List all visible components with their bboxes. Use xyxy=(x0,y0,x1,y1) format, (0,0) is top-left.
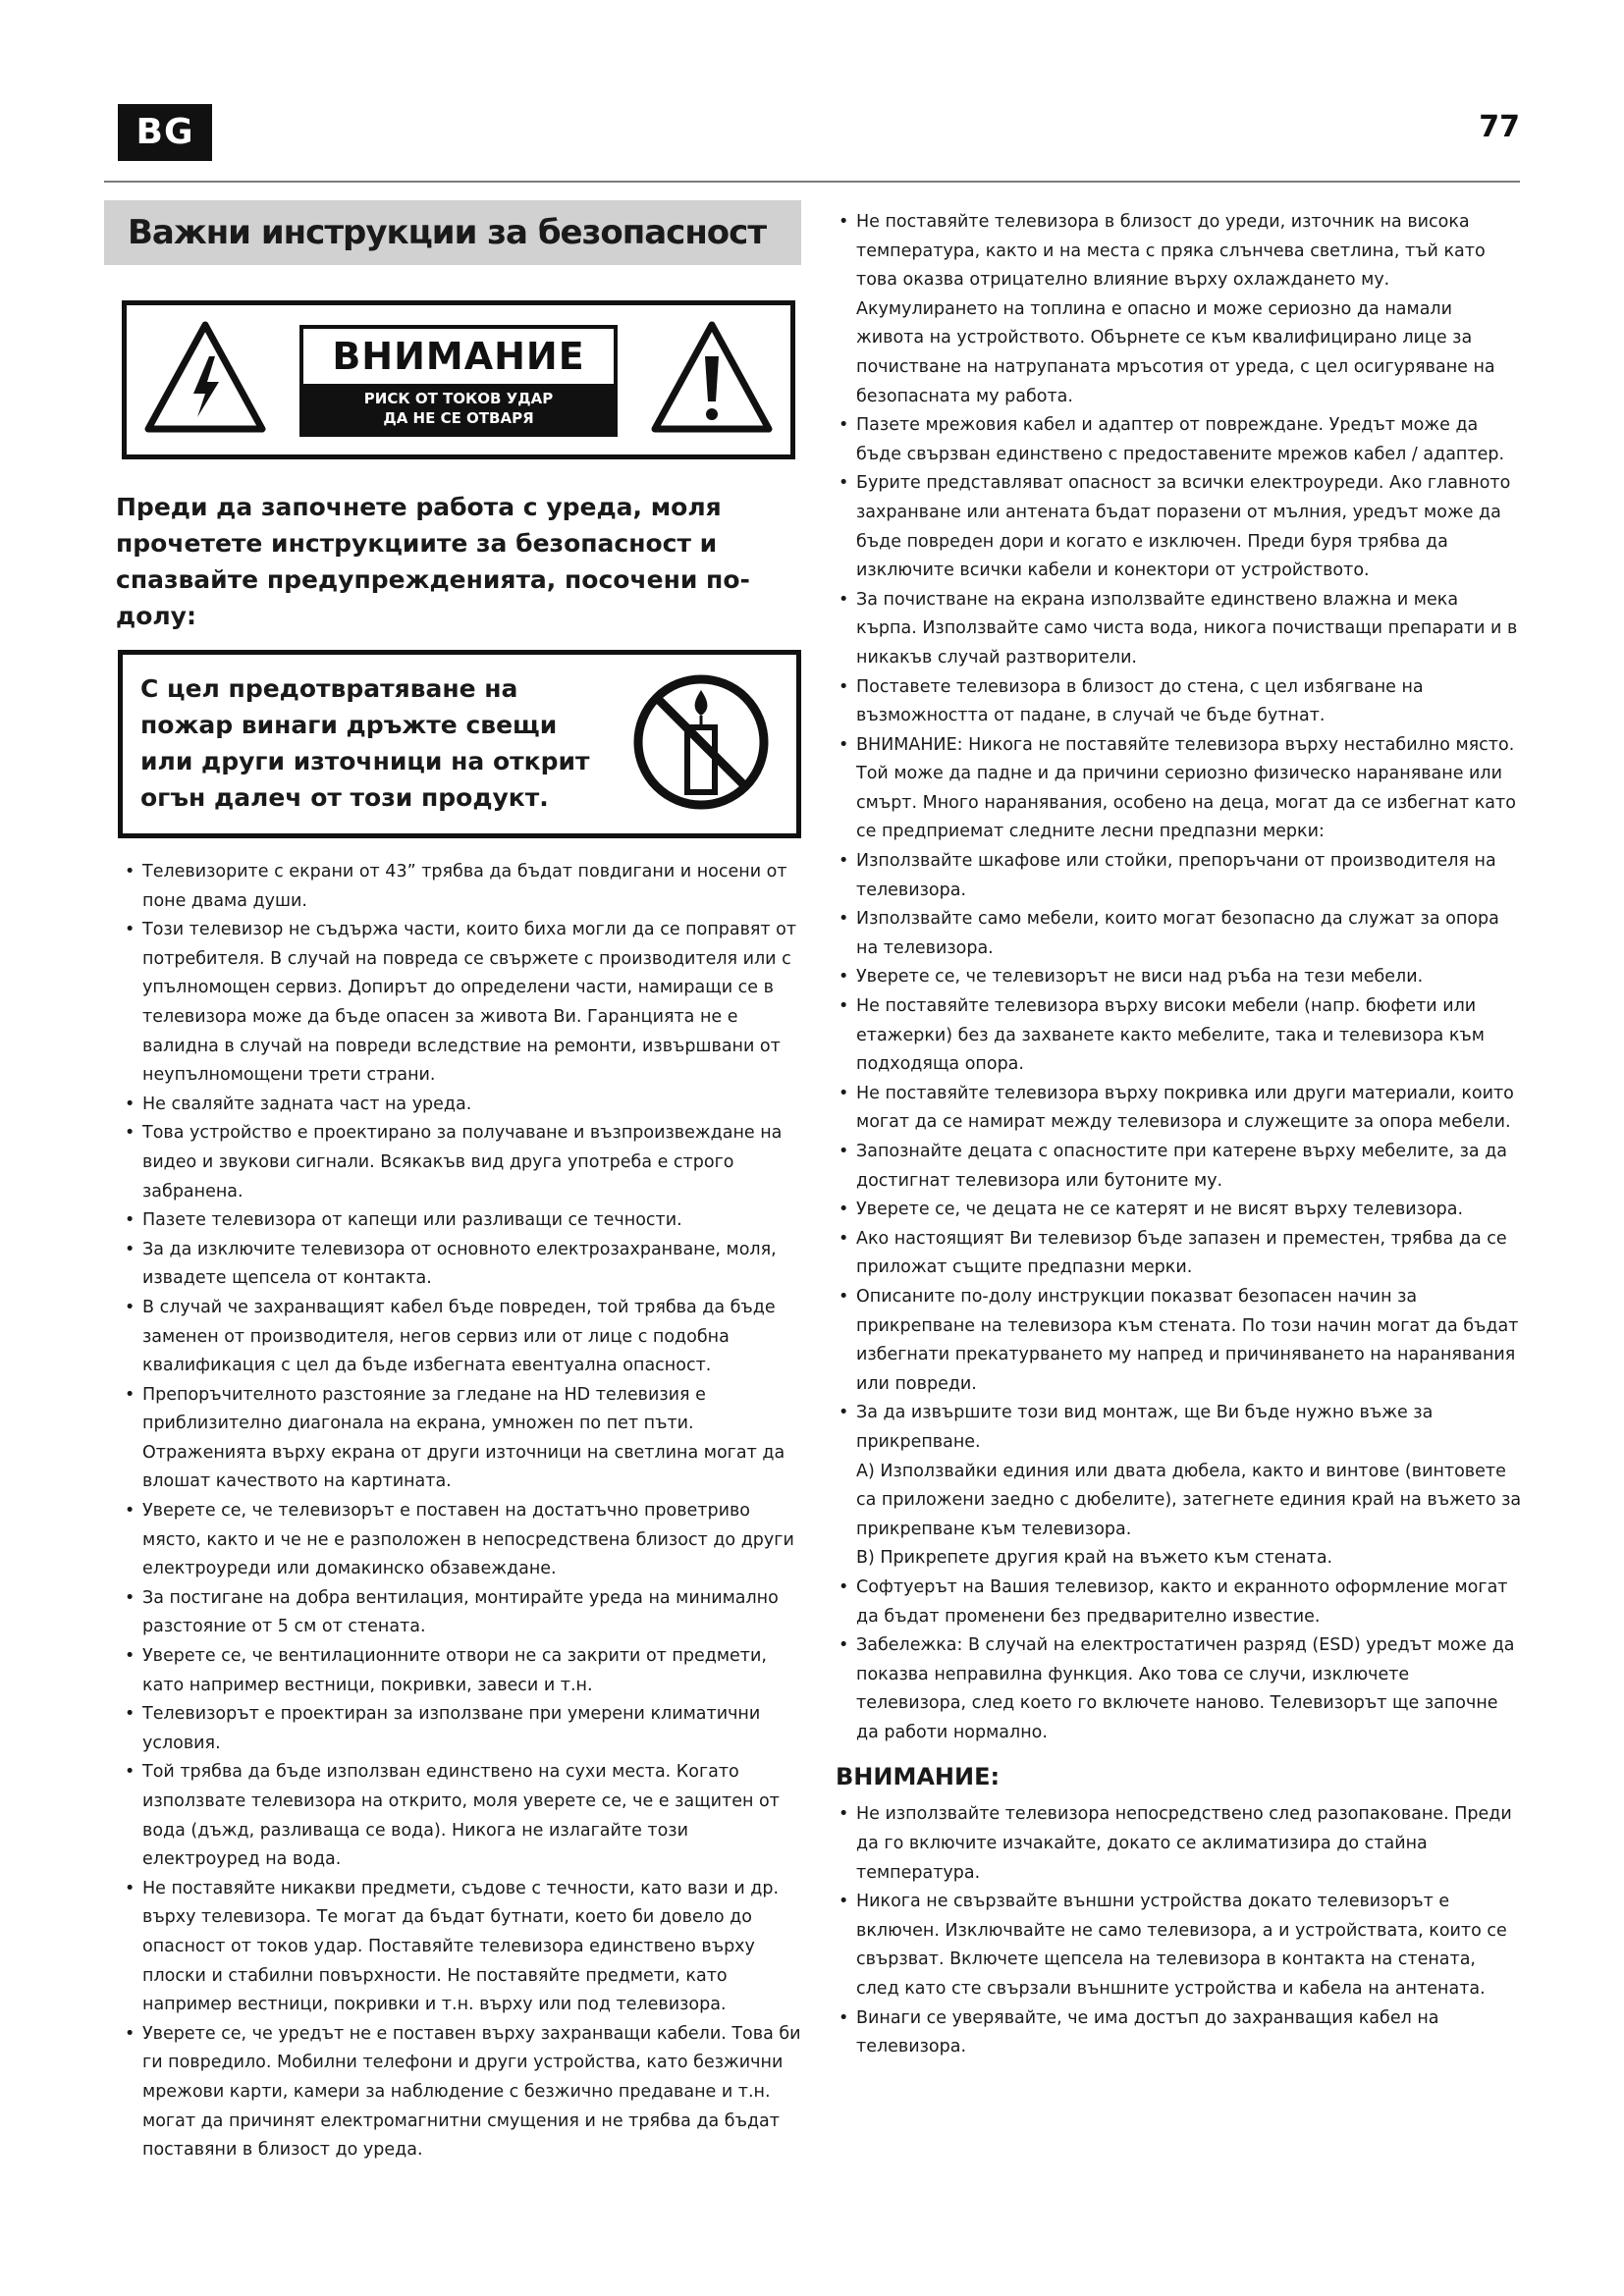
list-item: • В случай че захранващият кабел бъде повреден, той трябва да бъде заменен от производителя, негов сервиз или от лице с подобна квалификация с цел да бъде избегната евентуална опасност. xyxy=(116,1294,801,1381)
list-item: • Не сваляйте задната част на уреда. xyxy=(116,1091,801,1120)
warning-subtext-line2: ДА НЕ СЕ ОТВАРЯ xyxy=(383,409,534,427)
list-item: • За почистване на екрана използвайте единствено влажна и мека кърпа. Използвайте само чиста вода, никога почистващи препарати и в никакъв случай разтворители. xyxy=(830,586,1522,673)
no-open-flame-icon xyxy=(629,670,773,814)
page-title: Важни инструкции за безопасност xyxy=(128,213,767,252)
list-item: • Препоръчителното разстояние за гледане на HD телевизия е приблизително диагонала на екрана, умножен по пет пъти. Отраженията върху екрана от други източници на светлина могат да влошат качеството на картината. xyxy=(116,1381,801,1497)
warning-word: ВНИМАНИЕ xyxy=(332,335,585,378)
list-item: • ВНИМАНИЕ: Никога не поставяйте телевизора върху нестабилно място. Той може да падне и да причини сериозно физическо нараняване или смърт. Много наранявания, особено на деца, могат да се избегнат като се предприемат следните лесни предпазни мерки: xyxy=(830,731,1522,847)
list-item: • Не поставяйте никакви предмети, съдове с течности, като вази и др. върху телевизора. Те могат да бъдат бутнати, което би довело до опасност от токов удар. Поставяйте телевизора единствено върху плоски и стабилни повърхности. Не поставяйте предмети, като например вестници, покривки и т.н. върху или под телевизора. xyxy=(116,1875,801,2020)
fire-warning-text: С цел предотвратяване на пожар винаги дръжте свещи или други източници на открит огън далеч от този продукт. xyxy=(140,674,590,812)
list-item: • За постигане на добра вентилация, монтирайте уреда на минимално разстояние от 5 см от стената. xyxy=(116,1584,801,1642)
list-item: • Този телевизор не съдържа части, които биха могли да се поправят от потребителя. В случай на повреда се свържете с производителя или с упълномощен сервиз. Допирът до определени части, намиращи се в телевизора може да бъде опасен за живота Ви. Гаранцията не е валидна в случай на повреди вследствие на ремонти, извършвани от неупълномощени трети страни. xyxy=(116,916,801,1091)
warning-subtext xyxy=(303,384,614,433)
list-item: • За да извършите този вид монтаж, ще Ви бъде нужно въже за прикрепване. А) Използвайки единия или двата дюбела, както и винтове (винтовете са приложени заедно с дюбелите), затегнете единия край на въжето за прикрепване към телевизора. В) Прикрепете другия край на въжето към стената. xyxy=(830,1399,1522,1574)
list-item: • Не поставяйте телевизора върху покривка или други материали, които могат да се намират между телевизора и служещите за опора мебели. xyxy=(830,1080,1522,1138)
language-badge: BG xyxy=(118,104,212,161)
list-item: • Уверете се, че уредът не е поставен върху захранващи кабели. Това би ги повредило. Мобилни телефони и други устройства, като безжични мрежови карти, камери за наблюдение с безжично предаване и т.н. могат да причинят електромагнитни смущения и не трябва да бъдат поставяни в близост до уреда. xyxy=(116,2020,801,2165)
list-item: • Не използвайте телевизора непосредствено след разопаковане. Преди да го включите изчакайте, докато се аклиматизира до стайна температура. xyxy=(830,1800,1522,1888)
list-item: • За да изключите телевизора от основното електрозахранване, моля, извадете щепсела от контакта. xyxy=(116,1236,801,1294)
warning-text-block xyxy=(299,325,618,437)
right-column xyxy=(830,208,1522,2062)
list-item: • Телевизорът е проектиран за използване при умерени климатични условия. xyxy=(116,1700,801,1758)
list-item: • Пазете мрежовия кабел и адаптер от повреждане. Уредът може да бъде свързван единствено с предоставените мрежов кабел / адаптер. xyxy=(830,411,1522,469)
list-item: • Софтуерът на Вашия телевизор, както и екранното оформление могат да бъдат променени без предварително известие. xyxy=(830,1574,1522,1631)
list-item: • Не поставяйте телевизора върху високи мебели (напр. бюфети или етажерки) без да захванете както мебелите, така и телевизора към подходяща опора. xyxy=(830,992,1522,1080)
list-item: • Ако настоящият Ви телевизор бъде запазен и преместен, трябва да се приложат същите предпазни мерки. xyxy=(830,1225,1522,1283)
header-divider xyxy=(104,181,1520,183)
list-item: • Поставете телевизора в близост до стена, с цел избягване на възможността от падане, в случай че бъде бутнат. xyxy=(830,673,1522,731)
list-item: • Уверете се, че вентилационните отвори не са закрити от предмети, като например вестници, покривки, завеси и т.н. xyxy=(116,1642,801,1700)
list-item: • Уверете се, че децата не се катерят и не висят върху телевизора. xyxy=(830,1196,1522,1225)
list-item: • Пазете телевизора от капещи или разливащи се течности. xyxy=(116,1206,801,1236)
caution-bullet-list xyxy=(830,1800,1522,2061)
electric-shock-icon xyxy=(142,319,268,435)
intro-text: Преди да започнете работа с уреда, моля прочетете инструкциите за безопасност и спазвайте предупрежденията, посочени по-долу: xyxy=(116,493,750,630)
right-bullet-list xyxy=(830,208,1522,1747)
caution-heading: ВНИМАНИЕ: xyxy=(836,1763,1001,1791)
page-number: 77 xyxy=(1479,110,1520,144)
list-item: • Не поставяйте телевизора в близост до уреди, източник на висока температура, както и на места с пряка слънчева светлина, тъй като това оказва отрицателно влияние върху охлаждането му. Акумулирането на топлина е опасно и може сериозно да намали живота на устройството. Обърнете се към квалифицирано лице за почистване на натрупаната мръсотия от уреда, с цел осигуряване на безопасната му работа. xyxy=(830,208,1522,411)
warning-subtext-line1: РИСК ОТ ТОКОВ УДАР xyxy=(363,390,554,407)
list-item: • Използвайте шкафове или стойки, препоръчани от производителя на телевизора. xyxy=(830,847,1522,905)
list-item: • Описаните по-долу инструкции показват безопасен начин за прикрепване на телевизора към стената. По този начин могат да бъдат избегнати прекатурването му напред и причиняването на наранявания или повреди. xyxy=(830,1283,1522,1399)
list-item: • Уверете се, че телевизорът не виси над ръба на тези мебели. xyxy=(830,963,1522,992)
list-item: • Бурите представляват опасност за всички електроуреди. Ако главното захранване или антената бъдат поразени от мълния, уредът може да бъде повреден дори и когато е изключен. Преди буря трябва да изключите всички кабели и конектори от устройството. xyxy=(830,469,1522,585)
list-item: • Забележка: В случай на електростатичен разряд (ESD) уредът може да показва неправилна функция. Ако това се случи, изключете телевизора, след което го включете наново. Телевизорът ще започне да работи нормално. xyxy=(830,1631,1522,1747)
exclamation-warning-icon xyxy=(649,319,775,435)
list-item: • Телевизорите с екрани от 43” трябва да бъдат повдигани и носени от поне двама души. xyxy=(116,858,801,916)
list-item: • Това устройство е проектирано за получаване и възпроизвеждане на видео и звукови сигнали. Всякакъв вид друга употреба е строго забранена. xyxy=(116,1119,801,1206)
list-item: • Запознайте децата с опасностите при катерене върху мебелите, за да достигнат телевизора или бутоните му. xyxy=(830,1138,1522,1196)
shock-warning-label xyxy=(122,300,795,459)
list-item: • Никога не свързвайте външни устройства докато телевизорът е включен. Изключвайте не само телевизора, а и устройствата, които се свързват. Включете щепсела на телевизора в контакта на стената, след като сте свързали външните устройства и кабела на антената. xyxy=(830,1888,1522,2003)
list-item: • Той трябва да бъде използван единствено на сухи места. Когато използвате телевизора на открито, моля уверете се, че е защитен от вода (дъжд, разливаща се вода). Никога не излагайте този електроуред на вода. xyxy=(116,1758,801,1874)
left-column xyxy=(104,200,801,2165)
list-item: • Уверете се, че телевизорът е поставен на достатъчно проветриво място, както и че не е разположен в непосредствена близост до други електроуреди или домакинско обзавеждане. xyxy=(116,1497,801,1584)
list-item: • Винаги се уверявайте, че има достъп до захранващия кабел на телевизора. xyxy=(830,2004,1522,2062)
left-bullet-list xyxy=(116,858,801,2165)
list-item: • Използвайте само мебели, които могат безопасно да служат за опора на телевизора. xyxy=(830,905,1522,963)
fire-warning-box xyxy=(118,650,801,838)
title-bar xyxy=(104,200,801,265)
